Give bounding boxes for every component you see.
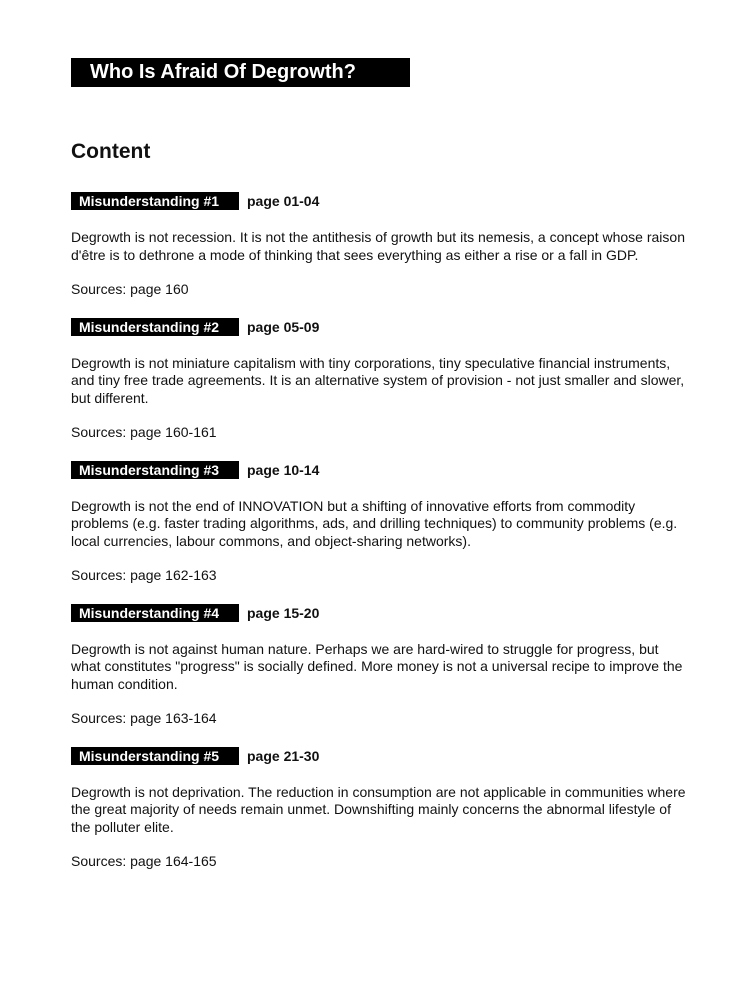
section-text: Degrowth is not against human nature. Perhaps we are hard-wired to struggle for progress, but what constitutes "progress" is socially defined. More money is not a universal recipe to improve the human condition. bbox=[71, 640, 683, 692]
section-header bbox=[71, 192, 691, 210]
section-text: Degrowth is not the end of INNOVATION but a shifting of innovative efforts from commodity problems (e.g. faster trading algorithms, ads, and drilling techniques) to community problems (e.g. local currencies, labour commons, and object-sharing networks). bbox=[71, 497, 678, 549]
section-pages: page 10-14 bbox=[247, 461, 320, 478]
section-pages: page 05-09 bbox=[247, 318, 320, 335]
section-pages: page 21-30 bbox=[247, 747, 320, 764]
section-header bbox=[71, 318, 691, 336]
section-pages: page 15-20 bbox=[247, 604, 320, 621]
section-text: Degrowth is not deprivation. The reduction in consumption are not applicable in communities where the great majority of needs remain unmet. Downshifting mainly concerns the abnormal lifestyle of the polluter elite. bbox=[71, 783, 686, 835]
section-text: Degrowth is not miniature capitalism with tiny corporations, tiny speculative financial instruments, and tiny free trade agreements. It is an alternative system of provision - not just smaller and slower, but different. bbox=[71, 354, 685, 406]
section-tag: Misunderstanding #2 bbox=[71, 318, 239, 336]
section-misunderstanding-5 bbox=[71, 747, 691, 871]
section-sources: Sources: page 164-165 bbox=[71, 853, 217, 869]
section-header bbox=[71, 747, 691, 765]
section-misunderstanding-2 bbox=[71, 318, 691, 442]
section-misunderstanding-3 bbox=[71, 461, 691, 585]
document-title: Who Is Afraid Of Degrowth? bbox=[71, 58, 410, 87]
section-tag: Misunderstanding #4 bbox=[71, 604, 239, 622]
section-misunderstanding-4 bbox=[71, 604, 691, 728]
section-header bbox=[71, 604, 691, 622]
section-pages: page 01-04 bbox=[247, 193, 320, 209]
section-tag: Misunderstanding #1 bbox=[71, 192, 239, 210]
document-page bbox=[71, 58, 691, 871]
section-sources: Sources: page 162-163 bbox=[71, 567, 217, 583]
section-misunderstanding-1 bbox=[71, 192, 691, 299]
section-tag: Misunderstanding #3 bbox=[71, 461, 239, 479]
section-sources: Sources: page 160-161 bbox=[71, 424, 217, 440]
section-text: Degrowth is not recession. It is not the antithesis of growth but its nemesis, a concept whose raison d'être is to dethrone a mode of thinking that sees everything as either a rise or a fall in GDP. bbox=[71, 229, 685, 263]
section-tag: Misunderstanding #5 bbox=[71, 747, 239, 765]
section-header bbox=[71, 461, 691, 479]
section-sources: Sources: page 163-164 bbox=[71, 710, 217, 726]
section-sources: Sources: page 160 bbox=[71, 281, 189, 297]
content-heading: Content bbox=[71, 140, 151, 163]
